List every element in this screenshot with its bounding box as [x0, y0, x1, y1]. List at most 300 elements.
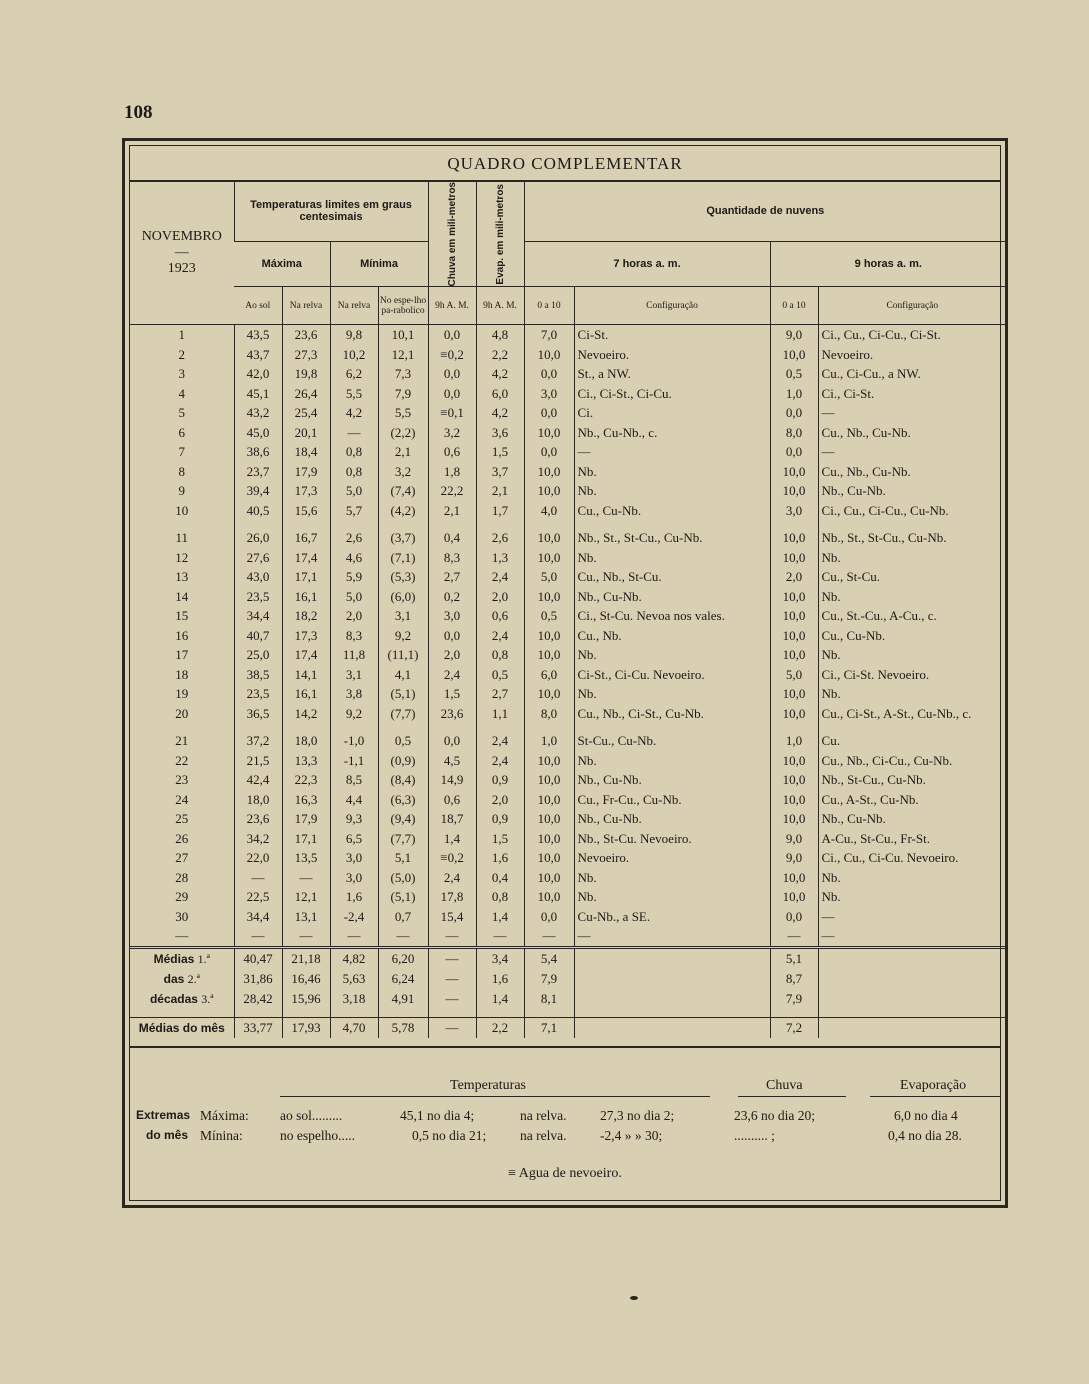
- table-cell: —: [818, 442, 1006, 462]
- spacer-row: [130, 1009, 1006, 1018]
- table-cell: 10,0: [524, 481, 574, 501]
- table-cell: 3,6: [476, 423, 524, 443]
- table-cell: 25: [175, 811, 189, 827]
- table-cell: 7,2: [770, 1017, 818, 1038]
- table-cell: 13,1: [282, 907, 330, 927]
- decade-gap: [130, 520, 1006, 528]
- table-cell: Nb., Cu-Nb., c.: [574, 423, 770, 443]
- table-cell: 1,0: [524, 731, 574, 751]
- table-cell: (5,1): [378, 887, 428, 907]
- table-cell: 20: [175, 705, 189, 721]
- evap-max: 6,0 no dia 4: [894, 1108, 958, 1123]
- max-relva-value: 27,3 no dia 2;: [600, 1108, 675, 1123]
- table-cell: —: [378, 926, 428, 947]
- table-cell: 9,0: [770, 829, 818, 849]
- max-relva: na relva.: [520, 1108, 567, 1123]
- table-cell: 7,3: [378, 364, 428, 384]
- table-cell: 0,0: [770, 403, 818, 423]
- table-cell: 1,5: [476, 442, 524, 462]
- table-cell: (2,2): [378, 423, 428, 443]
- table-row: [130, 462, 1006, 482]
- table-row: [130, 528, 1006, 548]
- table-cell: 10,0: [770, 481, 818, 501]
- table-cell: (9,4): [378, 809, 428, 829]
- table-cell: Cu., Nb., Cu-Nb.: [818, 462, 1006, 482]
- table-cell: 17,3: [282, 626, 330, 646]
- table-row: [130, 751, 1006, 771]
- clouds-header: Quantidade de nuvens: [524, 182, 1006, 241]
- table-cell: 8,5: [330, 770, 378, 790]
- table-row: [130, 926, 1006, 947]
- table-cell: (5,0): [378, 868, 428, 888]
- table-cell: 2,4: [476, 731, 524, 751]
- table-cell: 2,6: [476, 528, 524, 548]
- table-cell: 0,0: [524, 907, 574, 927]
- table-cell: 10,0: [770, 790, 818, 810]
- table-cell: Nb., Cu-Nb.: [574, 770, 770, 790]
- table-cell: 1,4: [476, 907, 524, 927]
- table-cell: (3,7): [378, 528, 428, 548]
- table-cell: 1,4: [428, 829, 476, 849]
- table-cell: 28,42: [234, 989, 282, 1009]
- table-cell: 3,0: [524, 384, 574, 404]
- table-cell: 1,5: [428, 684, 476, 704]
- table-cell: 10,0: [770, 751, 818, 771]
- table-cell: 1,1: [476, 704, 524, 724]
- table-row: [130, 868, 1006, 888]
- table-cell: 8,1: [524, 989, 574, 1009]
- table-cell: 25,4: [282, 403, 330, 423]
- table-cell: Ci., Ci-St., Ci-Cu.: [574, 384, 770, 404]
- table-cell: 1,3: [476, 548, 524, 568]
- table-cell: 22: [175, 752, 189, 768]
- table-cell: 0,4: [428, 528, 476, 548]
- max-sol: ao sol.........: [280, 1108, 343, 1123]
- table-cell: Cu., Ci-Cu., a NW.: [818, 364, 1006, 384]
- table-cell: 23,6: [282, 325, 330, 345]
- table-cell: 14: [175, 588, 189, 604]
- table-cell: 15: [175, 608, 189, 624]
- table-cell: Nb., St., St-Cu., Cu-Nb.: [574, 528, 770, 548]
- table-cell: 0,8: [330, 442, 378, 462]
- table-cell: 0,9: [476, 770, 524, 790]
- table-cell: 3,0: [330, 868, 378, 888]
- table-cell: Nb., St., St-Cu., Cu-Nb.: [818, 528, 1006, 548]
- table-cell: 0,0: [524, 442, 574, 462]
- table-cell: 10,0: [524, 868, 574, 888]
- table-cell: 4,5: [428, 751, 476, 771]
- month-mean-row: [130, 1017, 1006, 1038]
- table-cell: 29: [175, 889, 189, 905]
- table-cell: 45,0: [234, 423, 282, 443]
- table-cell: 3: [178, 366, 185, 382]
- table-cell: 4,4: [330, 790, 378, 810]
- table-cell: 17: [175, 647, 189, 663]
- min-label: Mínina:: [200, 1128, 243, 1143]
- table-cell: Cu., Nb., Ci-St., Cu-Nb.: [574, 704, 770, 724]
- config-9h-header: Configuração: [818, 287, 1006, 325]
- table-cell: 5,1: [770, 947, 818, 969]
- table-cell: 1,6: [330, 887, 378, 907]
- table-cell: Cu., A-St., Cu-Nb.: [818, 790, 1006, 810]
- table-cell: 9,0: [770, 325, 818, 345]
- table-cell: [818, 969, 1006, 989]
- max-label: Máxima:: [200, 1108, 249, 1123]
- table-cell: -1,0: [330, 731, 378, 751]
- table-cell: 18,4: [282, 442, 330, 462]
- table-cell: Nb., St-Cu., Cu-Nb.: [818, 770, 1006, 790]
- month-header: NOVEMBRO — 1923: [130, 182, 234, 325]
- table-cell: 19,8: [282, 364, 330, 384]
- table-cell: Cu-Nb., a SE.: [574, 907, 770, 927]
- table-cell: —: [574, 442, 770, 462]
- table-cell: 14,9: [428, 770, 476, 790]
- table-cell: Nb.: [574, 684, 770, 704]
- table-cell: 3,1: [378, 606, 428, 626]
- table-row: [130, 626, 1006, 646]
- table-cell: (7,4): [378, 481, 428, 501]
- table-cell: 22,2: [428, 481, 476, 501]
- table-cell: Nevoeiro.: [574, 848, 770, 868]
- table-cell: 1,0: [770, 731, 818, 751]
- table-cell: 0,5: [476, 665, 524, 685]
- table-cell: Ci., St-Cu. Nevoa nos vales.: [574, 606, 770, 626]
- table-row: [130, 501, 1006, 521]
- fog-legend: ≡ Agua de nevoeiro.: [508, 1166, 622, 1181]
- table-cell: 7,9: [770, 989, 818, 1009]
- table-cell: 17,1: [282, 829, 330, 849]
- table-cell: 3,7: [476, 462, 524, 482]
- table-cell: 0,6: [428, 790, 476, 810]
- table-row: [130, 790, 1006, 810]
- table-cell: 39,4: [234, 481, 282, 501]
- table-cell: 20,1: [282, 423, 330, 443]
- table-cell: 0,0: [428, 731, 476, 751]
- table-cell: 16,7: [282, 528, 330, 548]
- table-cell: [574, 1017, 770, 1038]
- table-cell: Nb.: [818, 887, 1006, 907]
- table-cell: 9: [178, 483, 185, 499]
- table-cell: 2,1: [378, 442, 428, 462]
- table-cell: 0,0: [428, 626, 476, 646]
- table-cell: 3,4: [476, 947, 524, 969]
- min-espelho-value: 0,5 no dia 21;: [412, 1128, 487, 1143]
- table-cell: 23: [175, 772, 189, 788]
- decade-gap: [130, 723, 1006, 731]
- table-cell: [574, 969, 770, 989]
- table-cell: 8,3: [428, 548, 476, 568]
- table-cell: 8: [178, 463, 185, 479]
- table-cell: 6,2: [330, 364, 378, 384]
- table-cell: -2,4: [330, 907, 378, 927]
- table-cell: 28: [175, 869, 189, 885]
- table-cell: (7,7): [378, 704, 428, 724]
- table-cell: Nb., Cu-Nb.: [574, 587, 770, 607]
- table-cell: (11,1): [378, 645, 428, 665]
- table-row: [130, 481, 1006, 501]
- table-cell: (4,2): [378, 501, 428, 521]
- table-cell: 5,7: [330, 501, 378, 521]
- table-row: [130, 606, 1006, 626]
- table-cell: 0,6: [476, 606, 524, 626]
- table-cell: 7,9: [524, 969, 574, 989]
- temp-brace: [280, 1096, 710, 1103]
- table-row: [130, 442, 1006, 462]
- table-cell: 21: [175, 733, 189, 749]
- table-cell: Cu., Nb., St-Cu.: [574, 567, 770, 587]
- table-cell: 9,8: [330, 325, 378, 345]
- table-cell: 9,3: [330, 809, 378, 829]
- table-cell: 3,0: [428, 606, 476, 626]
- table-cell: 16,3: [282, 790, 330, 810]
- table-cell: 19: [175, 686, 189, 702]
- table-cell: Cu.: [818, 731, 1006, 751]
- table-row: [130, 364, 1006, 384]
- table-cell: 5,5: [378, 403, 428, 423]
- rain-max: 23,6 no dia 20;: [734, 1108, 815, 1123]
- table-cell: 0,0: [524, 364, 574, 384]
- table-cell: Nevoeiro.: [574, 345, 770, 365]
- table-cell: [818, 1017, 1006, 1038]
- table-cell: 4,6: [330, 548, 378, 568]
- table-cell: 10,0: [770, 345, 818, 365]
- table-cell: 0,8: [476, 887, 524, 907]
- table-cell: 3,2: [428, 423, 476, 443]
- table-cell: Nb.: [574, 548, 770, 568]
- table-cell: Nb.: [818, 645, 1006, 665]
- table-cell: 1,0: [770, 384, 818, 404]
- table-cell: Cu., Fr-Cu., Cu-Nb.: [574, 790, 770, 810]
- table-cell: 37,2: [234, 731, 282, 751]
- table-row: [130, 809, 1006, 829]
- table-cell: Nb.: [574, 868, 770, 888]
- table-cell: 1,4: [476, 989, 524, 1009]
- table-cell: 6: [178, 424, 185, 440]
- table-row: [130, 587, 1006, 607]
- table-cell: 0,0: [524, 403, 574, 423]
- table-cell: 38,6: [234, 442, 282, 462]
- table-cell: ≡0,1: [428, 403, 476, 423]
- table-row: [130, 403, 1006, 423]
- config-7h-header: Configuração: [574, 287, 770, 325]
- table-cell: —: [428, 1017, 476, 1038]
- table-cell: 10: [175, 502, 189, 518]
- table-cell: 10,0: [524, 423, 574, 443]
- table-cell: 0,9: [476, 809, 524, 829]
- table-cell: -1,1: [330, 751, 378, 771]
- table-cell: Cu., Ci-St., A-St., Cu-Nb., c.: [818, 704, 1006, 724]
- table-cell: 5,0: [524, 567, 574, 587]
- table-cell: 7,9: [378, 384, 428, 404]
- table-cell: Cu., St.-Cu., A-Cu., c.: [818, 606, 1006, 626]
- table-cell: 18,0: [234, 790, 282, 810]
- table-cell: Nb.: [818, 587, 1006, 607]
- table-cell: —: [330, 926, 378, 947]
- table-cell: 4,70: [330, 1017, 378, 1038]
- table-cell: 14,2: [282, 704, 330, 724]
- table-cell: 18,7: [428, 809, 476, 829]
- table-cell: 2,4: [476, 751, 524, 771]
- table-cell: 9,2: [378, 626, 428, 646]
- table-cell: 21,18: [282, 947, 330, 969]
- table-cell: 10,0: [524, 462, 574, 482]
- table-cell: —: [770, 926, 818, 947]
- rain-min: .......... ;: [734, 1128, 775, 1143]
- table-cell: 22,3: [282, 770, 330, 790]
- table-cell: 1: [178, 327, 185, 343]
- evap-hour-header: 9h A. M.: [476, 287, 524, 325]
- table-cell: 10,0: [524, 751, 574, 771]
- table-cell: Nb.: [818, 548, 1006, 568]
- table-row: [130, 770, 1006, 790]
- table-cell: 18,0: [282, 731, 330, 751]
- table-cell: 10,0: [524, 887, 574, 907]
- table-cell: 10,0: [770, 645, 818, 665]
- table-cell: 0,8: [330, 462, 378, 482]
- table-cell: 4,2: [476, 364, 524, 384]
- table-cell: Nb.: [818, 868, 1006, 888]
- table-cell: 40,5: [234, 501, 282, 521]
- table-cell: 10,0: [770, 704, 818, 724]
- table-cell: 2,0: [476, 790, 524, 810]
- table-cell: Cu., Cu-Nb.: [574, 501, 770, 521]
- table-cell: 3,18: [330, 989, 378, 1009]
- decade-label: das 2.ª: [163, 971, 200, 986]
- table-cell: —: [282, 868, 330, 888]
- table-cell: 26: [175, 830, 189, 846]
- table-cell: 34,4: [234, 606, 282, 626]
- table-cell: —: [175, 928, 189, 944]
- table-row: [130, 887, 1006, 907]
- table-cell: 17,93: [282, 1017, 330, 1038]
- rain-header: Chuva em mili-metros: [428, 182, 476, 287]
- table-cell: 7,1: [524, 1017, 574, 1038]
- table-row: [130, 567, 1006, 587]
- table-cell: (6,0): [378, 587, 428, 607]
- scale-9h-header: 0 a 10: [770, 287, 818, 325]
- table-cell: —: [428, 947, 476, 969]
- min-espelho: no espelho.....: [280, 1128, 355, 1143]
- table-cell: Ci., Ci-St. Nevoeiro.: [818, 665, 1006, 685]
- table-cell: 5,63: [330, 969, 378, 989]
- table-row: [130, 384, 1006, 404]
- table-cell: Nb., Cu-Nb.: [574, 809, 770, 829]
- min-header: Mínima: [330, 241, 428, 287]
- table-cell: St., a NW.: [574, 364, 770, 384]
- table-cell: Nb.: [818, 684, 1006, 704]
- table-cell: 10,2: [330, 345, 378, 365]
- table-cell: [574, 947, 770, 969]
- table-cell: Nb.: [574, 751, 770, 771]
- table-cell: 16,1: [282, 587, 330, 607]
- table-cell: 15,96: [282, 989, 330, 1009]
- table-cell: 10,0: [770, 887, 818, 907]
- table-cell: —: [818, 403, 1006, 423]
- min-relva: na relva.: [520, 1128, 567, 1143]
- rain-hour-header: 9h A. M.: [428, 287, 476, 325]
- table-cell: Nb.: [574, 887, 770, 907]
- table-cell: 4,91: [378, 989, 428, 1009]
- table-cell: —: [428, 969, 476, 989]
- table-cell: Cu., St-Cu.: [818, 567, 1006, 587]
- table-cell: 45,1: [234, 384, 282, 404]
- table-cell: 2,4: [428, 868, 476, 888]
- extremes-evap-heading: Evaporação: [900, 1078, 967, 1093]
- table-cell: 12: [175, 549, 189, 565]
- table-cell: 2,1: [428, 501, 476, 521]
- extremes-max-row: [130, 1108, 1000, 1128]
- table-row: [130, 704, 1006, 724]
- table-cell: 4,2: [476, 403, 524, 423]
- table-cell: 5,5: [330, 384, 378, 404]
- decade-mean-row: [130, 969, 1006, 989]
- table-cell: 42,0: [234, 364, 282, 384]
- table-cell: 10,0: [770, 809, 818, 829]
- table-cell: 10,1: [378, 325, 428, 345]
- table-cell: —: [428, 989, 476, 1009]
- evap-header: Evap. em mili-metros: [476, 182, 524, 287]
- table-cell: Nb.: [574, 645, 770, 665]
- table-cell: —: [428, 926, 476, 947]
- table-cell: Ci-St., Ci-Cu. Nevoeiro.: [574, 665, 770, 685]
- table-cell: 40,7: [234, 626, 282, 646]
- table-cell: A-Cu., St-Cu., Fr-St.: [818, 829, 1006, 849]
- extremes-block: [130, 1046, 1000, 1208]
- table-cell: —: [524, 926, 574, 947]
- table-cell: 6,0: [476, 384, 524, 404]
- table-cell: 2,0: [330, 606, 378, 626]
- table-cell: Ci., Cu., Ci-Cu. Nevoeiro.: [818, 848, 1006, 868]
- table-cell: 4,1: [378, 665, 428, 685]
- extremes-rain-heading: Chuva: [766, 1078, 803, 1093]
- max-header: Máxima: [234, 241, 330, 287]
- table-cell: 10,0: [524, 848, 574, 868]
- table-cell: 5: [178, 405, 185, 421]
- table-cell: 10,0: [524, 770, 574, 790]
- table-cell: 3,0: [330, 848, 378, 868]
- table-cell: 24: [175, 791, 189, 807]
- table-cell: 40,47: [234, 947, 282, 969]
- table-cell: 2,4: [476, 567, 524, 587]
- table-cell: Cu., Nb., Ci-Cu., Cu-Nb.: [818, 751, 1006, 771]
- month-mean-label: Médias do mês: [130, 1017, 234, 1038]
- table-cell: 3,8: [330, 684, 378, 704]
- table-cell: 13,5: [282, 848, 330, 868]
- table-row: [130, 548, 1006, 568]
- table-cell: 0,6: [428, 442, 476, 462]
- ao-sol-header: Ao sol: [234, 287, 282, 325]
- table-cell: 4,82: [330, 947, 378, 969]
- table-cell: 3,1: [330, 665, 378, 685]
- table-cell: 6,0: [524, 665, 574, 685]
- evap-min: 0,4 no dia 28.: [888, 1128, 962, 1143]
- table-cell: 1,6: [476, 848, 524, 868]
- table-cell: 5,0: [770, 665, 818, 685]
- table-row: [130, 325, 1006, 345]
- table-cell: 15,6: [282, 501, 330, 521]
- table-cell: 10,0: [524, 684, 574, 704]
- table-cell: 16,1: [282, 684, 330, 704]
- table-cell: 10,0: [770, 626, 818, 646]
- table-cell: (7,1): [378, 548, 428, 568]
- table-cell: 22,5: [234, 887, 282, 907]
- table-cell: 2,7: [476, 684, 524, 704]
- table-row: [130, 345, 1006, 365]
- table-cell: 23,6: [428, 704, 476, 724]
- table-cell: 17,4: [282, 645, 330, 665]
- extremes-label-b: do mês: [146, 1128, 189, 1142]
- table-cell: 18,2: [282, 606, 330, 626]
